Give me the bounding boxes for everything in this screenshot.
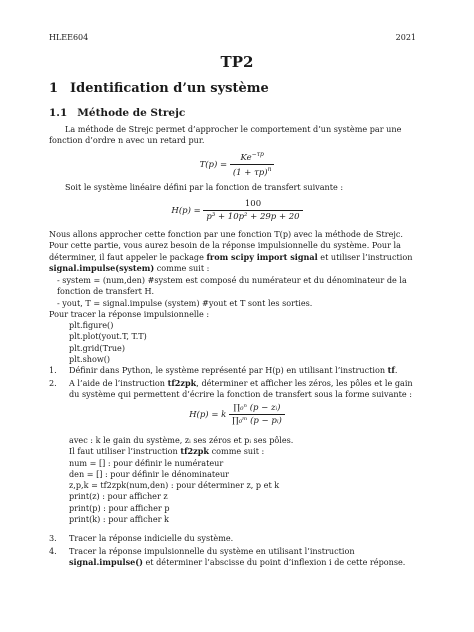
- header-year: 2021: [395, 33, 416, 42]
- approach-line-1: Nous allons approcher cette fonction par une fonction T(p) avec la méthode de Strejc.: [49, 229, 403, 239]
- eq-system-fraction: [203, 199, 302, 222]
- question-keyword: tf: [387, 365, 395, 375]
- eq-system-num: 100: [203, 199, 302, 211]
- impulse-instruction: signal.impulse(system): [49, 262, 155, 273]
- section-title: Identification d’un système: [70, 81, 269, 96]
- package-import: from scipy import signal: [206, 251, 318, 262]
- approach-line-2: Pour cette partie, vous aurez besoin de la réponse impulsionnelle du système. Pour la: [49, 240, 401, 251]
- code-line: plt.figure(): [69, 320, 114, 330]
- subsection-heading: [49, 107, 185, 119]
- zpk-note: z,p,k = tf2zpk(num,den) : pour déterminer z, p et k: [69, 480, 280, 491]
- question-text-end: , déterminer et afficher les zéros, les pôles et le gain du système qui permettent d’écrire la fonction de transfert sous la forme suivante :: [69, 378, 413, 400]
- code-line: plt.show(): [69, 353, 111, 364]
- intro-paragraph: La méthode de Strejc permet d’approcher le comportement d’un système par une fonction d’ordre n avec un retard pur.: [49, 124, 402, 146]
- plot-intro: Pour tracer la réponse impulsionnelle :: [49, 309, 210, 319]
- equation-strejc: [0, 151, 474, 178]
- eq-system-den: p³ + 10p² + 29p + 20: [206, 212, 300, 222]
- zpk-note: print(z) : pour afficher z: [69, 491, 168, 502]
- question-3: [49, 533, 424, 544]
- eq-strejc-fraction: [230, 151, 275, 178]
- question-text-end: et déterminer l’abscisse du point d’inflexion i de cette réponse.: [142, 557, 406, 568]
- bullet-system: - system = (num,den) #system est composé du numérateur et du dénominateur de la fonction de transfert H.: [57, 275, 407, 297]
- page-title: TP2: [220, 53, 254, 71]
- question-number: 1.: [49, 365, 57, 375]
- plot-code: [69, 320, 147, 365]
- eq-zpk-fraction: [229, 403, 285, 426]
- zpk-note: num = [] : pour définir le numérateur: [69, 457, 224, 468]
- zpk-note: Il faut utiliser l’instruction: [69, 446, 181, 457]
- question-text: A l’aide de l’instruction: [69, 378, 168, 388]
- bullet-yout: - yout, T = signal.impulse (system) #yout et T sont les sorties.: [57, 298, 313, 308]
- eq-strejc-den: (1 + τp): [232, 167, 268, 178]
- question-1: [49, 365, 424, 376]
- header-course-code: HLEE604: [49, 33, 89, 42]
- question-number: 2.: [49, 378, 57, 388]
- section-heading: [49, 81, 269, 96]
- eq-system-lhs: H(p) =: [171, 206, 201, 216]
- question-text: Définir dans Python, le système représenté par H(p) en utilisant l’instruction: [69, 365, 388, 375]
- tf2zpk-keyword: tf2zpk: [180, 446, 210, 457]
- approach-line-3: déterminer, il faut appeler le package: [49, 251, 207, 262]
- question-number: 4.: [49, 546, 57, 556]
- system-paragraph: Soit le système linéaire défini par la fonction de transfert suivante :: [65, 182, 344, 192]
- approach-line-4-end: comme suit :: [154, 262, 210, 273]
- equation-zpk: [0, 403, 474, 426]
- equation-system: [0, 199, 474, 222]
- question-text: Tracer la réponse indicielle du système.: [69, 533, 234, 543]
- question-number: 3.: [49, 533, 57, 543]
- eq-strejc-num-exp: −τp: [251, 151, 264, 158]
- zpk-note: print(p) : pour afficher p: [69, 502, 170, 513]
- question-2: [49, 378, 424, 401]
- subsection-title: Méthode de Strejc: [77, 107, 186, 119]
- zpk-notes: [69, 435, 424, 525]
- code-line: plt.plot(yout.T, T.T): [69, 331, 147, 342]
- eq-zpk-num: ∏₀ⁿ (p − zᵢ): [229, 403, 285, 415]
- eq-zpk-den: ∏₀ᵐ (p − pᵢ): [232, 416, 282, 426]
- zpk-note: comme suit :: [209, 446, 265, 457]
- question-text: Tracer la réponse impulsionnelle du système en utilisant l’instruction: [69, 546, 355, 556]
- code-line: plt.grid(True): [69, 342, 126, 353]
- eq-strejc-den-exp: n: [267, 165, 272, 173]
- zpk-note: avec : k le gain du système, zᵢ ses zéros et pᵢ ses pôles.: [69, 435, 294, 445]
- eq-strejc-num: Ke: [240, 152, 252, 163]
- subsection-number: 1.1: [49, 107, 68, 119]
- question-keyword: tf2zpk: [167, 378, 197, 388]
- zpk-note: den = [] : pour définir le dénominateur: [69, 468, 230, 479]
- eq-strejc-lhs: T(p) =: [199, 159, 228, 170]
- section-number: 1: [49, 81, 59, 96]
- approach-line-3-end: et utiliser l’instruction: [317, 251, 413, 262]
- approach-paragraph: [49, 229, 424, 274]
- question-text-end: .: [394, 365, 398, 375]
- eq-zpk-lhs: H(p) = k: [189, 410, 227, 420]
- question-4: [49, 546, 424, 569]
- zpk-note: print(k) : pour afficher k: [69, 514, 169, 525]
- question-keyword: signal.impulse(): [69, 557, 143, 568]
